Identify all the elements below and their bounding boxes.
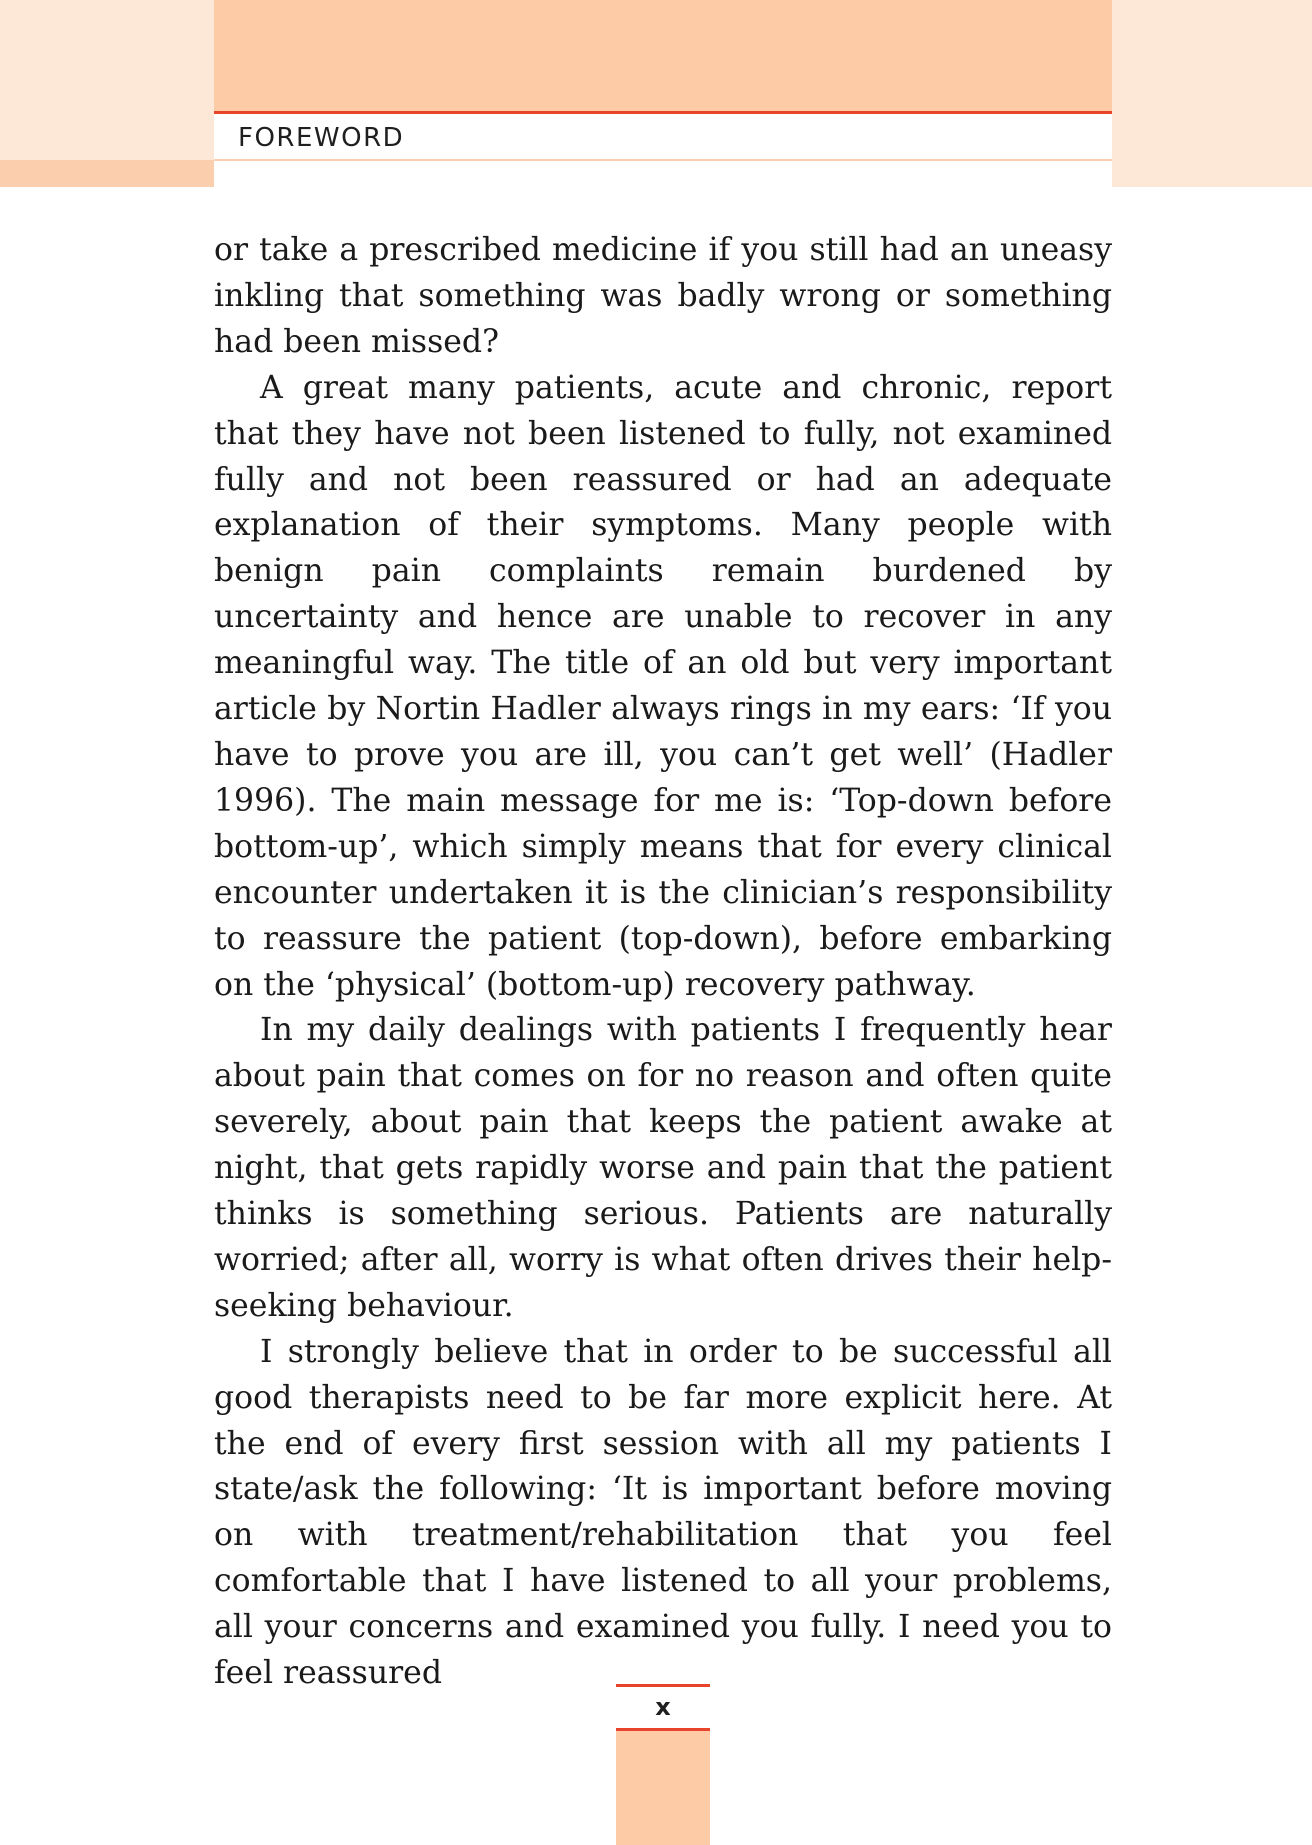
left-margin-band	[0, 0, 214, 187]
paragraph: In my daily dealings with patients I frequently hear about pain that comes on for no reason and often quite severely, about pain that keeps the patient awake at night, that gets rapidly worse and pain that the patient thinks is something serious. Patients are naturally worried; after all, worry is what often drives their help-seeking behaviour.	[214, 1012, 1112, 1324]
paragraph: I strongly believe that in order to be successful all good therapists need to be far more explicit here. At the end of every first session with all my patients I state/ask the following: ‘It is important before moving on with treatment/rehabilitation that you feel comfortable that I have listened to all your problems, all your concerns and examined you fully. I need you to feel reassured	[214, 1333, 1112, 1692]
body-text	[214, 228, 1112, 1697]
running-head-block	[214, 0, 1112, 112]
section-label: FOREWORD	[238, 123, 405, 153]
left-margin-stripe	[0, 160, 214, 187]
right-margin-band	[1112, 0, 1312, 187]
page-number: x	[655, 1693, 671, 1721]
running-head-bottom-rule	[214, 159, 1112, 161]
paragraph-continued: or take a prescribed medicine if you still had an uneasy inkling that something was badly wrong or something had been missed?	[214, 232, 1112, 360]
folio-tab	[616, 1731, 710, 1845]
running-head	[214, 114, 1112, 160]
paragraph: A great many patients, acute and chronic, report that they have not been listened to fully, not examined fully and not been reassured or had an adequate explanation of their symptoms. Many people with benign pain complaints remain burdened by uncertainty and hence are unable to recover in any meaningful way. The title of an old but very important article by Nortin Hadler always rings in my ears: ‘If you have to prove you are ill, you can’t get well’ (Hadler 1996). The main message for me is: ‘Top-down before bottom-up’, which simply means that for every clinical encounter undertaken it is the clinician’s responsibility to reassure the patient (top-down), before embarking on the ‘physical’ (bottom-up) recovery pathway.	[214, 369, 1112, 1003]
